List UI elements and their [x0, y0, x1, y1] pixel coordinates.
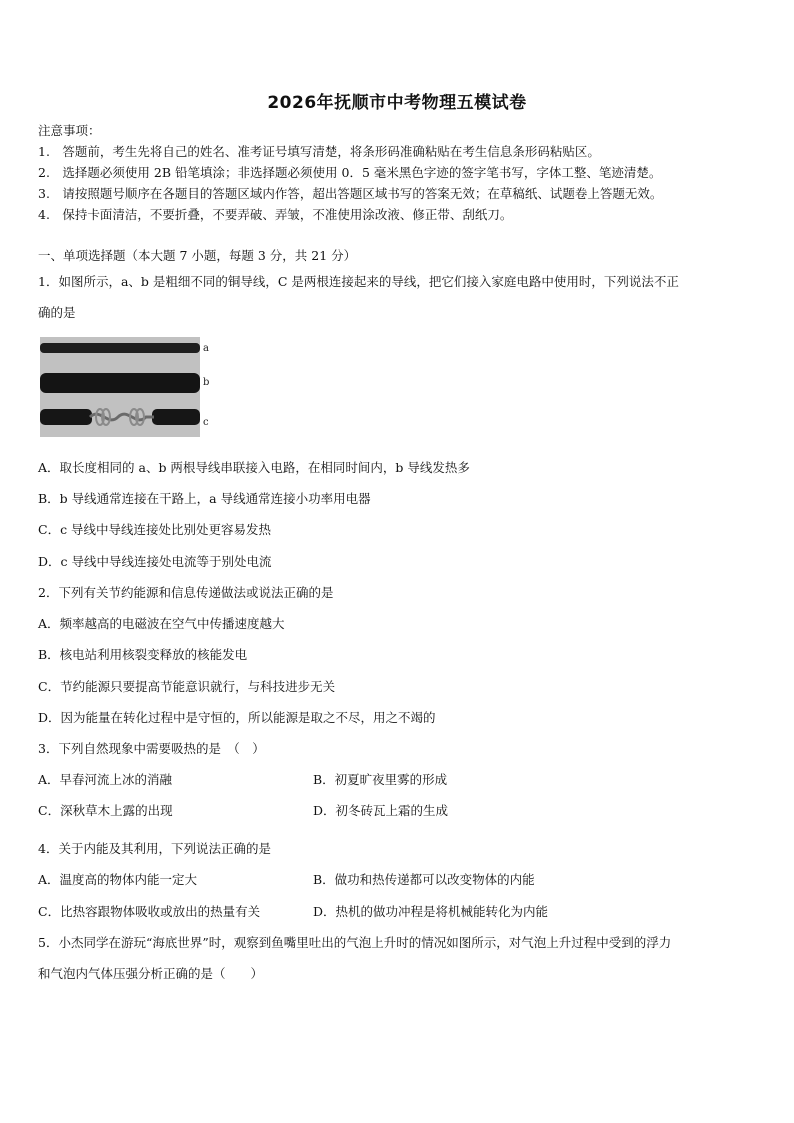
q2-option-b: B．核电站利用核裂变释放的核能发电: [38, 647, 248, 662]
q3-option-c: C．深秋草木上露的出现: [38, 803, 173, 818]
notice-item: 3. 请按照题号顺序在各题目的答题区域内作答，超出答题区域书写的答案无效；在草稿纸、试题卷上答题无效。: [38, 186, 663, 201]
q3-option-d: D．初冬砖瓦上霜的生成: [313, 803, 449, 818]
q2-option-c: C．节约能源只要提高节能意识就行，与科技进步无关: [38, 679, 336, 694]
figure-label-b: b: [203, 377, 210, 388]
wire-photo: [40, 337, 212, 437]
question-1-stem: 1．如图所示，a、b 是粗细不同的铜导线，C 是两根连接起来的导线，把它们接入家庭电路中使用时，下列说法不正: [38, 274, 679, 289]
notice-item: 2. 选择题必须使用 2B 铅笔填涂；非选择题必须使用 0．5 毫米黑色字迹的签字笔书写，字体工整、笔迹清楚。: [38, 165, 662, 180]
question-5-stem: 5．小杰同学在游玩“海底世界”时，观察到鱼嘴里吐出的气泡上升时的情况如图所示，对气泡上升过程中受到的浮力: [38, 935, 672, 950]
question-5-stem-cont: 和气泡内气体压强分析正确的是（ ）: [38, 966, 264, 981]
q2-option-a: A．频率越高的电磁波在空气中传播速度越大: [38, 616, 285, 631]
question-1-stem-cont: 确的是: [38, 305, 76, 320]
q3-option-b: B．初夏旷夜里雾的形成: [313, 772, 448, 787]
q1-option-b: B．b 导线通常连接在干路上，a 导线通常连接小功率用电器: [38, 491, 371, 506]
wire-photo-figure: [40, 337, 212, 437]
q1-option-a: A．取长度相同的 a、b 两根导线串联接入电路，在相同时间内，b 导线发热多: [38, 460, 470, 475]
q4-option-c: C．比热容跟物体吸收或放出的热量有关: [38, 904, 261, 919]
q3-option-a: A．早春河流上冰的消融: [38, 772, 173, 787]
notice-item: 1. 答题前，考生先将自己的姓名、准考证号填写清楚，将条形码准确粘贴在考生信息条形码粘贴区。: [38, 144, 600, 159]
q1-option-d: D．c 导线中导线连接处电流等于别处电流: [38, 554, 272, 569]
q4-option-a: A．温度高的物体内能一定大: [38, 872, 198, 887]
notice-heading: 注意事项：: [38, 123, 101, 138]
page-title: 2026年抚顺市中考物理五模试卷: [267, 93, 527, 113]
question-2-stem: 2．下列有关节约能源和信息传递做法或说法正确的是: [38, 585, 334, 600]
question-3-stem: 3．下列自然现象中需要吸热的是 （ ）: [38, 741, 265, 756]
q4-option-b: B．做功和热传递都可以改变物体的内能: [313, 872, 535, 887]
notice-item: 4. 保持卡面清洁，不要折叠，不要弄破、弄皱，不准使用涂改液、修正带、刮纸刀。: [38, 207, 513, 222]
figure-label-a: a: [203, 343, 209, 354]
q2-option-d: D．因为能量在转化过程中是守恒的，所以能源是取之不尽，用之不竭的: [38, 710, 436, 725]
q4-option-d: D．热机的做功冲程是将机械能转化为内能: [313, 904, 549, 919]
question-4-stem: 4．关于内能及其利用，下列说法正确的是: [38, 841, 271, 856]
figure-label-c: c: [203, 417, 209, 428]
q1-option-c: C．c 导线中导线连接处比别处更容易发热: [38, 522, 272, 537]
section-heading: 一、单项选择题（本大题 7 小题，每题 3 分，共 21 分）: [38, 248, 357, 263]
